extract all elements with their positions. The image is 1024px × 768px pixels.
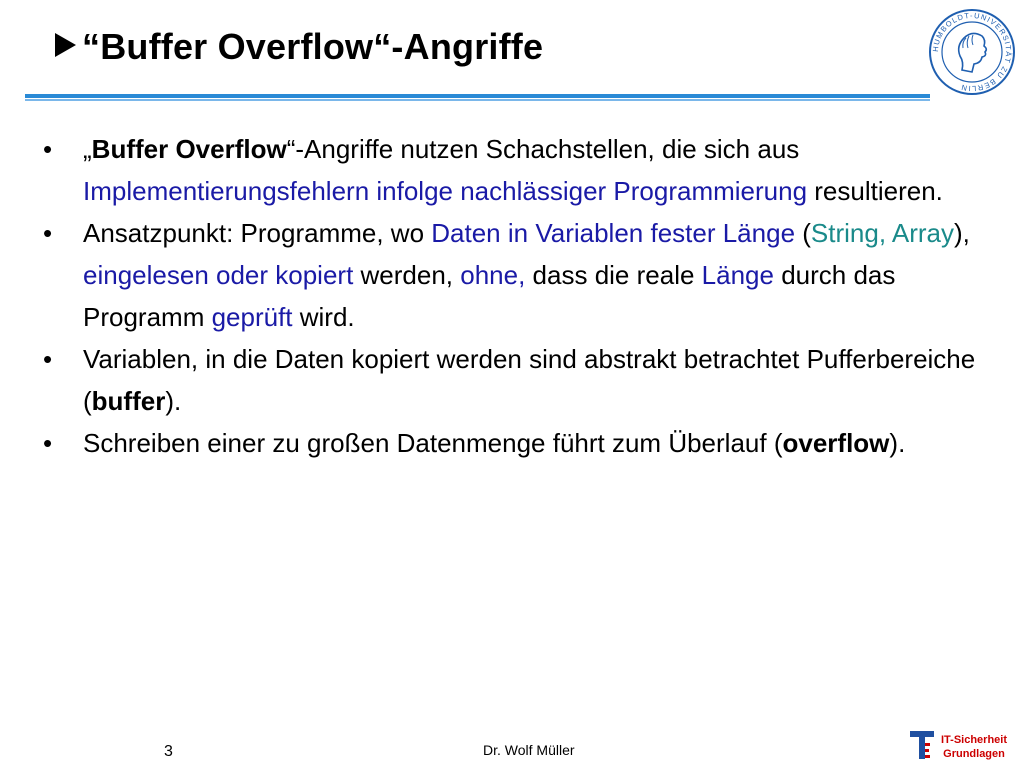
bullet-text-segment: Schreiben einer zu großen Datenmenge führt zum Überlauf (: [83, 428, 783, 458]
bullet-dot: •: [43, 218, 53, 248]
author-name: Dr. Wolf Müller: [483, 742, 575, 758]
bullet-dot: •: [43, 134, 53, 164]
play-triangle-icon: [55, 33, 76, 57]
bullet-dot: •: [43, 344, 53, 374]
bullet-item: [40, 212, 1000, 338]
bullet-text-segment: overflow: [782, 428, 890, 458]
bullet-text-segment: Länge: [701, 260, 774, 290]
bullet-list: [40, 128, 1000, 464]
bullet-text-segment: “-Angriffe nutzen Schachstellen, die sich aus: [286, 134, 800, 164]
bullet-item: [40, 128, 1000, 212]
slide-title: [55, 26, 543, 68]
bullet-text-segment: ohne,: [460, 260, 526, 290]
bullet-text-segment: eingelesen oder kopiert: [83, 260, 354, 290]
bullet-dot: •: [43, 428, 53, 458]
course-label-line1: IT-Sicherheit: [941, 734, 1008, 746]
bullet-text-segment: durch das Programm: [83, 260, 896, 332]
bullet-text-segment: dass die reale: [525, 260, 702, 290]
bullet-text-segment: String, Array: [810, 218, 954, 248]
slide-title-text: “Buffer Overflow“-Angriffe: [82, 26, 544, 67]
bullet-text-segment: werden,: [353, 260, 461, 290]
humboldt-seal-logo: [928, 8, 1016, 96]
bullet-text-segment: Ansatzpunkt: Programme, wo: [83, 218, 432, 248]
bullet-text-segment: Implementierungsfehlern infolge nachlässiger Programmierung: [83, 176, 808, 206]
title-divider: [25, 94, 930, 98]
bullet-text-segment: (: [795, 218, 811, 248]
title-divider-light: [25, 99, 930, 101]
bullet-text-segment: wird.: [292, 302, 355, 332]
bullet-text-segment: „: [83, 134, 92, 164]
course-label: [941, 733, 1007, 761]
bullet-item: [40, 422, 1000, 464]
bullet-item: [40, 338, 1000, 422]
bullet-text-segment: resultieren.: [807, 176, 943, 206]
bullet-text-segment: ).: [165, 386, 182, 416]
bullet-text-segment: ).: [889, 428, 906, 458]
course-label-line2: Grundlagen: [943, 748, 1005, 760]
bullet-text-segment: geprüft: [211, 302, 293, 332]
bullet-text-segment: Variablen, in die Daten kopiert werden sind abstrakt betrachtet Pufferbereiche (: [83, 344, 976, 416]
seal-text: HUMBOLDT-UNIVERSITÄT ZU BERLIN: [930, 10, 1014, 94]
bullet-text-segment: buffer: [91, 386, 166, 416]
bullet-text-segment: Buffer Overflow: [91, 134, 287, 164]
bullet-text-segment: ),: [953, 218, 970, 248]
bullet-text-segment: Daten in Variablen fester Länge: [431, 218, 796, 248]
page-number: 3: [164, 743, 173, 760]
it-security-key-logo: [908, 729, 936, 763]
